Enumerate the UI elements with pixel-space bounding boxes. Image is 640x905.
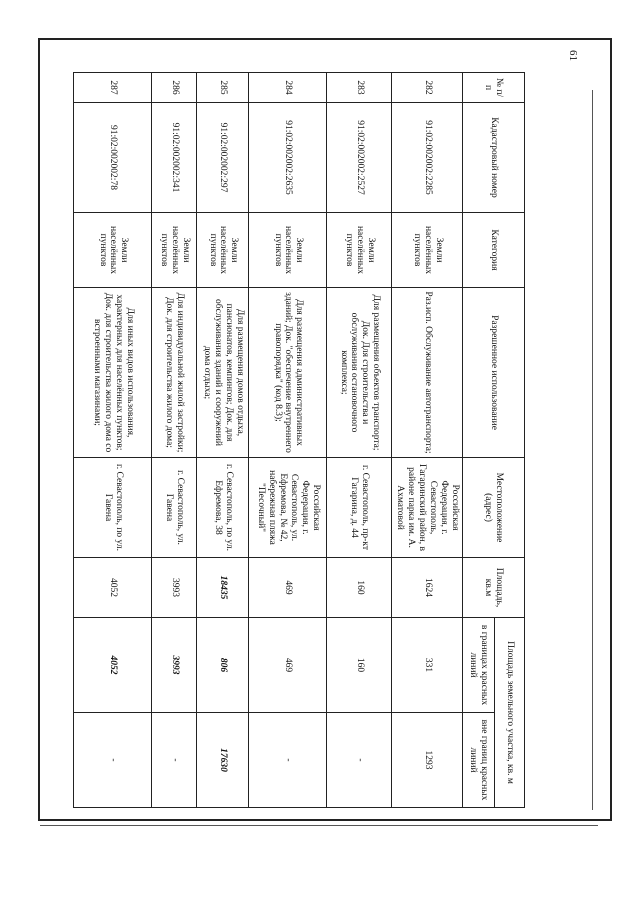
cell-usage: Раз.исп. Обслуживание автотранспорта;	[392, 288, 463, 458]
cell-location: Российская Федерация, г. Севастополь, ул. Ефремова, № 42, набережная пляжа "Песочный"	[249, 458, 327, 558]
table-row	[392, 73, 463, 808]
cell-category: Земли населённых пунктов	[74, 213, 152, 288]
cell-category: Земли населённых пунктов	[392, 213, 463, 288]
page-number: 61	[567, 50, 579, 61]
cell-num: 286	[152, 73, 197, 103]
header-land-area-group: Площадь земельного участка, кв. м	[495, 618, 525, 808]
cell-area: 3993	[152, 558, 197, 618]
bottom-rule	[40, 825, 598, 826]
cell-area: 469	[249, 558, 327, 618]
cell-area: 18435	[197, 558, 249, 618]
cell-area: 4052	[74, 558, 152, 618]
cell-within: 160	[327, 618, 392, 713]
cell-outside: -	[249, 713, 327, 808]
cell-category: Земли населённых пунктов	[197, 213, 249, 288]
cell-num: 282	[392, 73, 463, 103]
cell-area: 160	[327, 558, 392, 618]
cell-location: г. Севастополь, ул. Гавена	[152, 458, 197, 558]
cell-num: 285	[197, 73, 249, 103]
header-within-red-lines: в границах красных линий	[463, 618, 495, 713]
cell-outside: 1293	[392, 713, 463, 808]
cell-usage: Для размещения объектов транспорта; Док. Для строительства и обслуживания остановочного комплекса;	[327, 288, 392, 458]
header-num: № п/п	[463, 73, 525, 103]
cell-category: Земли населённых пунктов	[327, 213, 392, 288]
cell-num: 283	[327, 73, 392, 103]
cell-within: 469	[249, 618, 327, 713]
cell-cadastral: 91:02:002002:297	[197, 103, 249, 213]
header-cadastral: Кадастровый номер	[463, 103, 525, 213]
cell-outside: -	[327, 713, 392, 808]
cell-location: г. Севастополь, пр-кт Гагарина, д. 44	[327, 458, 392, 558]
cell-cadastral: 91:02:002002:2285	[392, 103, 463, 213]
cell-num: 287	[74, 73, 152, 103]
cell-location: г. Севастополь, по ул. Гавена	[74, 458, 152, 558]
header-outside-red-lines: вне границ красных линий	[463, 713, 495, 808]
cell-category: Земли населённых пунктов	[249, 213, 327, 288]
cell-within: 331	[392, 618, 463, 713]
cell-usage: Для иных видов использования, характерных для населённых пунктов; Док. для строительства жилого дома со встроенными магазинами;	[74, 288, 152, 458]
table-row	[249, 73, 327, 808]
cell-cadastral: 91:02:002002:78	[74, 103, 152, 213]
cell-category: Земли населённых пунктов	[152, 213, 197, 288]
table-row	[327, 73, 392, 808]
cell-location: г. Севастополь, по ул. Ефремова, 38	[197, 458, 249, 558]
header-location: Местоположение (адрес)	[463, 458, 525, 558]
cell-num: 284	[249, 73, 327, 103]
cell-cadastral: 91:02:002002:2635	[249, 103, 327, 213]
land-plots-table-wrapper	[75, 72, 525, 807]
cell-area: 1624	[392, 558, 463, 618]
cell-within: 806	[197, 618, 249, 713]
right-margin-rule	[592, 90, 593, 810]
header-area: Площадь, кв.м	[463, 558, 525, 618]
header-category: Категория	[463, 213, 525, 288]
cell-outside: -	[74, 713, 152, 808]
cell-usage: Для индивидуальной жилой застройки; Док. для строительства жилого дома;	[152, 288, 197, 458]
cell-within: 4052	[74, 618, 152, 713]
cell-usage: Для размещения административных зданий; Док. "обеспечение внутреннего правопорядка" (код 8.3);	[249, 288, 327, 458]
cell-within: 3993	[152, 618, 197, 713]
cell-outside: 17630	[197, 713, 249, 808]
cell-cadastral: 91:02:002002:2527	[327, 103, 392, 213]
header-usage: Разрешенное использование	[463, 288, 525, 458]
cell-cadastral: 91:02:002002:341	[152, 103, 197, 213]
cell-location: Российская Федерация, г. Севастополь, Гагаринский район, в районе парка им. А. Ахматовой	[392, 458, 463, 558]
land-plots-table	[73, 72, 525, 808]
table-row	[74, 73, 152, 808]
table-row	[152, 73, 197, 808]
cell-outside: -	[152, 713, 197, 808]
cell-usage: Для размещения домов отдыха, пансионатов, кемпингов; Док. для обслуживания зданий и сооружений дома отдыха;	[197, 288, 249, 458]
table-row	[197, 73, 249, 808]
